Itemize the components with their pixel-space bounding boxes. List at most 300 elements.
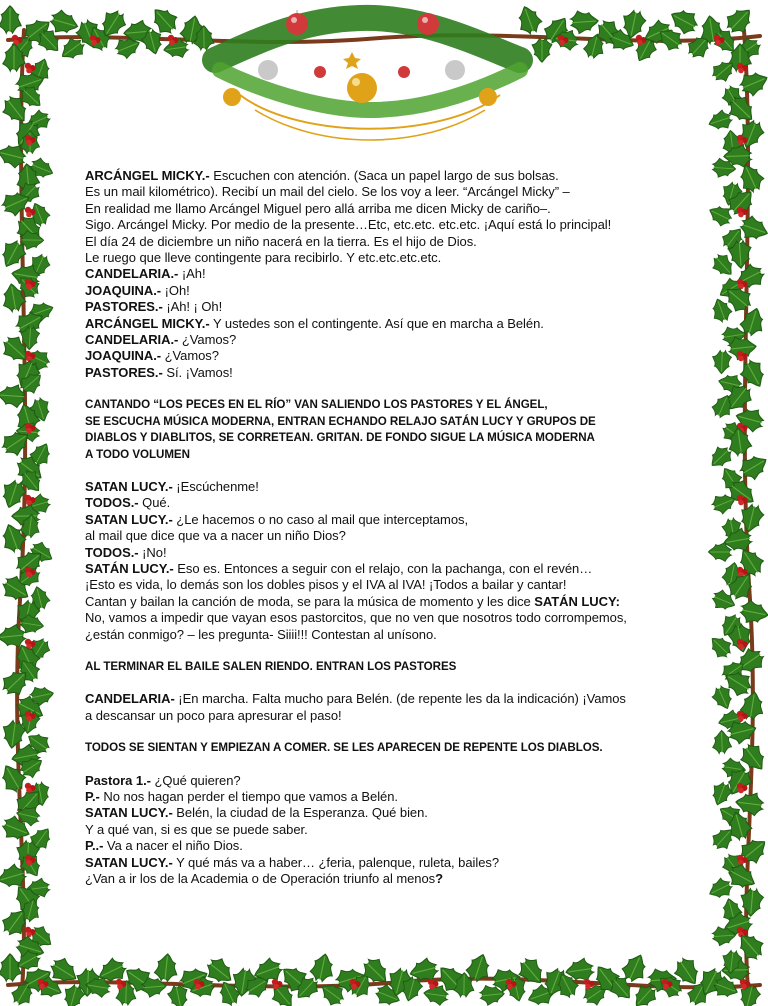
holly-leaf-icon <box>706 875 735 902</box>
holly-leaf-icon <box>728 240 752 269</box>
closing-mark: ? <box>435 871 444 887</box>
holly-leaf-icon <box>35 974 65 1002</box>
holly-leaf-icon <box>739 888 764 917</box>
holly-leaf-icon <box>14 272 44 302</box>
holly-leaf-icon <box>736 740 768 776</box>
holly-berries-icon <box>25 567 36 578</box>
holly-leaf-icon <box>708 780 734 808</box>
holly-berries-icon <box>194 979 205 990</box>
holly-leaf-icon <box>655 971 686 1001</box>
holly-leaf-icon <box>721 949 743 974</box>
holly-leaf-icon <box>727 426 753 456</box>
holly-leaf-icon <box>479 984 505 1006</box>
holly-leaf-icon <box>276 961 312 996</box>
holly-leaf-icon <box>582 32 607 60</box>
holly-leaf-icon <box>13 947 42 975</box>
dialogue-text: Cantan y bailan la canción de moda, se para la música de momento y les dice <box>85 593 535 609</box>
dialogue-line <box>85 479 685 495</box>
holly-leaf-icon <box>26 200 52 228</box>
holly-leaf-icon <box>620 9 648 41</box>
dialogue-line <box>85 773 685 789</box>
holly-leaf-icon <box>373 982 403 1006</box>
holly-leaf-icon <box>13 563 43 592</box>
holly-leaf-icon <box>737 450 768 483</box>
holly-leaf-icon <box>20 326 40 350</box>
holly-berries-icon <box>25 639 36 650</box>
holly-leaf-icon <box>154 953 179 983</box>
holly-leaf-icon <box>540 12 574 47</box>
dialogue-line <box>85 805 685 821</box>
holly-leaf-icon <box>202 954 238 989</box>
holly-leaf-icon <box>722 527 753 554</box>
holly-berries-icon <box>25 423 36 434</box>
holly-leaf-icon <box>739 690 766 721</box>
holly-leaf-icon <box>719 896 743 923</box>
holly-leaf-icon <box>10 743 41 770</box>
holly-leaf-icon <box>8 31 39 62</box>
holly-leaf-icon <box>695 965 728 1000</box>
holly-leaf-icon <box>215 978 243 1006</box>
stage-direction: TODOS SE SIENTAN Y EMPIEZAN A COMER. SE LES APARECEN DE REPENTE LOS DIABLOS. <box>85 741 603 755</box>
holly-leaf-icon <box>733 34 764 64</box>
dialogue-text-line: ¿están conmigo? – les pregunta- Siiii!!! Contestan al unísono. <box>85 626 437 642</box>
holly-leaf-icon <box>717 372 744 396</box>
holly-leaf-icon <box>21 962 56 995</box>
holly-leaf-icon <box>589 960 624 996</box>
holly-leaf-icon <box>721 517 744 543</box>
dialogue-text-line: ¡Esto es vida, lo demás son los dobles pisos y el IVA al IVA! ¡Todos a bailar y cantar! <box>85 577 567 593</box>
holly-leaf-icon <box>28 396 53 424</box>
dialogue-text: ¿Van a ir los de la Academia o de Operación triunfo al menos <box>85 871 436 887</box>
holly-leaf-icon <box>0 478 28 511</box>
dialogue-line <box>85 838 685 854</box>
speaker-name: ARCÁNGEL MICKY.- <box>85 315 210 331</box>
holly-leaf-icon <box>0 521 28 555</box>
holly-leaf-icon <box>347 970 376 1001</box>
holly-berries-icon <box>272 979 283 990</box>
dialogue-line <box>85 512 685 528</box>
holly-leaf-icon <box>732 261 767 294</box>
holly-berries-icon <box>25 783 36 794</box>
holly-leaf-icon <box>19 513 41 538</box>
holly-leaf-icon <box>20 13 56 48</box>
dialogue-line <box>85 332 685 348</box>
dialogue-line <box>85 316 685 332</box>
holly-leaf-icon <box>709 56 739 85</box>
holly-leaf-icon <box>710 490 738 516</box>
christmas-garland-with-ornaments-icon <box>215 10 520 140</box>
holly-leaf-icon <box>166 983 190 1006</box>
holly-leaf-icon <box>358 954 393 989</box>
holly-berries-icon <box>116 979 127 990</box>
dialogue-text-line: Y a qué van, si es que se puede saber. <box>85 821 308 837</box>
holly-leaf-icon <box>717 611 745 641</box>
speaker-name: P..- <box>85 838 104 854</box>
holly-leaf-icon <box>720 666 755 700</box>
speaker-name: TODOS.- <box>85 495 139 511</box>
holly-leaf-icon <box>0 332 34 367</box>
holly-leaf-icon <box>712 926 736 946</box>
holly-leaf-icon <box>25 877 51 899</box>
holly-leaf-icon <box>629 981 660 1006</box>
holly-leaf-icon <box>719 656 749 685</box>
holly-leaf-icon <box>734 544 768 579</box>
dialogue-text-line: El día 24 de diciembre un niño nacerá en la tierra. Es el hijo de Dios. <box>85 233 477 249</box>
speaker-name: Pastora 1.- <box>85 772 151 788</box>
holly-leaf-icon <box>113 33 143 60</box>
holly-leaf-icon <box>433 960 468 995</box>
holly-leaf-icon <box>11 357 42 391</box>
holly-leaf-icon <box>717 463 745 493</box>
dialogue-text-line: No, vamos a impedir que vayan esos pastorcitos, que no ven que nosotros todo corrompemos, <box>85 610 627 626</box>
holly-leaf-icon <box>706 632 736 662</box>
holly-leaf-icon <box>706 443 736 473</box>
holly-leaf-icon <box>27 440 55 469</box>
holly-leaf-icon <box>12 784 47 820</box>
dialogue-text: Eso es. Entonces a seguir con el relajo, con la pachanga, con el revén… <box>173 560 593 576</box>
holly-leaf-icon <box>15 163 40 192</box>
speaker-name: SATAN LUCY.- <box>85 478 173 494</box>
holly-leaf-icon <box>13 693 48 726</box>
holly-leaf-icon <box>726 717 758 745</box>
holly-leaf-icon <box>738 305 768 338</box>
dialogue-line <box>85 545 685 561</box>
holly-leaf-icon <box>721 910 754 940</box>
holly-leaf-icon <box>230 967 257 998</box>
holly-leaf-icon <box>10 116 44 151</box>
dialogue-text: Escuchen con atención. (Saca un papel largo de sus bolsas. <box>209 168 559 183</box>
holly-berries-icon <box>737 783 748 794</box>
stage-direction: CANTANDO “LOS PECES EN EL RÍO” VAN SALIENDO LOS PASTORES Y EL ÁNGEL, <box>85 398 548 412</box>
holly-leaf-icon <box>18 896 42 923</box>
holly-berries-icon <box>584 979 595 990</box>
holly-leaf-icon <box>553 970 582 1001</box>
spacer <box>85 643 685 659</box>
holly-berries-icon <box>737 567 748 578</box>
holly-berries-icon <box>25 855 36 866</box>
holly-leaf-icon <box>737 503 765 535</box>
dialogue-line <box>85 168 685 184</box>
holly-leaf-icon <box>737 357 768 392</box>
holly-leaf-icon <box>721 380 756 416</box>
holly-leaf-icon <box>710 392 737 421</box>
holly-leaf-icon <box>408 956 440 984</box>
holly-berries-icon <box>558 35 569 46</box>
holly-leaf-icon <box>0 282 27 313</box>
holly-leaf-icon <box>251 956 285 987</box>
holly-leaf-icon <box>670 954 704 989</box>
dialogue-text-line: a descansar un poco para apresurar el paso! <box>85 707 342 723</box>
speaker-name: SATAN LUCY.- <box>85 854 173 870</box>
speaker-name: SATÁN LUCY.- <box>85 560 174 576</box>
holly-leaf-icon <box>525 982 555 1006</box>
holly-leaf-icon <box>0 760 29 795</box>
holly-leaf-icon <box>15 804 42 828</box>
dialogue-text: Belén, la ciudad de la Esperanza. Qué bien. <box>172 805 428 821</box>
speaker-name: SATAN LUCY.- <box>85 511 173 527</box>
holly-leaf-icon <box>710 26 741 57</box>
holly-leaf-icon <box>724 568 758 603</box>
holly-leaf-icon <box>14 655 43 685</box>
holly-leaf-icon <box>46 954 81 988</box>
dialogue-text: Qué. <box>138 495 171 511</box>
holly-leaf-icon <box>721 325 747 347</box>
holly-leaf-icon <box>706 202 735 229</box>
dialogue-text: No nos hagan perder el tiempo que vamos a Belén. <box>99 789 398 804</box>
holly-leaf-icon <box>18 709 41 735</box>
holly-leaf-icon <box>733 928 768 964</box>
dialogue-text: Va a nacer el niño Dios. <box>103 838 243 854</box>
holly-leaf-icon <box>3 44 26 72</box>
holly-leaf-icon <box>735 161 767 195</box>
holly-leaf-icon <box>710 684 737 713</box>
holly-leaf-icon <box>721 958 749 981</box>
holly-leaf-icon <box>580 979 611 1006</box>
holly-leaf-icon <box>709 824 739 854</box>
holly-leaf-icon <box>607 27 637 54</box>
holly-leaf-icon <box>727 623 755 655</box>
holly-leaf-icon <box>491 966 522 993</box>
holly-leaf-icon <box>120 961 155 995</box>
dialogue-text: Y ustedes son el contingente. Así que en marcha a Belén. <box>209 315 544 331</box>
holly-leaf-icon <box>725 861 760 894</box>
holly-leaf-icon <box>57 34 88 64</box>
holly-leaf-icon <box>16 421 41 442</box>
holly-leaf-icon <box>19 613 45 635</box>
dialogue-text: ¡Escúchenme! <box>172 478 259 494</box>
holly-leaf-icon <box>0 92 33 128</box>
speaker-name: PASTORES.- <box>85 299 163 315</box>
dialogue-text: ¡Ah! ¡ Oh! <box>162 299 223 315</box>
spacer <box>85 675 685 691</box>
holly-leaf-icon <box>606 973 637 1004</box>
holly-leaf-icon <box>504 975 529 1003</box>
dialogue-line <box>85 365 685 381</box>
dialogue-line <box>85 871 685 887</box>
holly-leaf-icon <box>10 262 41 289</box>
holly-leaf-icon <box>399 975 424 1004</box>
holly-leaf-icon <box>84 23 113 54</box>
dialogue-text-line: En realidad me llamo Arcángel Miguel pero allá arriba me dicen Micky de cariño–. <box>85 200 551 216</box>
dialogue-text: ¡Oh! <box>161 282 190 298</box>
holly-berries-icon <box>12 35 23 46</box>
holly-leaf-icon <box>631 35 660 66</box>
holly-leaf-icon <box>710 588 738 614</box>
holly-leaf-icon <box>719 180 743 207</box>
dialogue-text: ¿Le hacemos o no caso al mail que interceptamos, <box>172 511 469 527</box>
holly-berries-icon <box>740 979 751 990</box>
holly-leaf-icon <box>648 967 677 992</box>
holly-leaf-icon <box>708 543 731 562</box>
holly-leaf-icon <box>724 476 759 510</box>
holly-leaf-icon <box>28 298 56 324</box>
spacer <box>85 724 685 740</box>
holly-leaf-icon <box>187 974 216 1001</box>
holly-leaf-icon <box>0 384 26 408</box>
holly-berries-icon <box>737 855 748 866</box>
holly-leaf-icon <box>464 951 494 984</box>
holly-leaf-icon <box>14 179 44 209</box>
holly-leaf-icon <box>12 545 48 580</box>
holly-leaf-icon <box>724 92 759 127</box>
holly-leaf-icon <box>570 10 599 34</box>
holly-leaf-icon <box>26 252 53 281</box>
holly-leaf-icon <box>719 223 748 253</box>
holly-leaf-icon <box>712 730 732 754</box>
holly-leaf-icon <box>24 108 53 135</box>
holly-leaf-icon <box>48 8 81 37</box>
dialogue-text: ¡Ah! <box>178 266 206 282</box>
stage-direction: AL TERMINAR EL BAILE SALEN RIENDO. ENTRAN LOS PASTORES <box>85 659 457 673</box>
holly-leaf-icon <box>14 68 47 98</box>
holly-berries-icon <box>737 927 748 938</box>
holly-leaf-icon <box>140 28 165 57</box>
holly-leaf-icon <box>720 281 756 316</box>
speaker-name: SATAN LUCY.- <box>85 805 173 821</box>
holly-leaf-icon <box>717 709 744 733</box>
holly-leaf-icon <box>0 237 29 272</box>
holly-leaf-icon <box>12 212 47 247</box>
holly-leaf-icon <box>719 419 749 448</box>
holly-leaf-icon <box>20 230 43 249</box>
holly-leaf-icon <box>24 492 51 517</box>
holly-leaf-icon <box>84 975 111 998</box>
holly-leaf-icon <box>13 599 41 631</box>
holly-leaf-icon <box>733 405 765 434</box>
holly-leaf-icon <box>0 624 26 649</box>
holly-berries-icon <box>737 639 748 650</box>
holly-leaf-icon <box>722 765 755 800</box>
holly-leaf-icon <box>23 729 53 758</box>
dialogue-text: Y qué más va a haber… ¿feria, palenque, ruleta, bailes? <box>172 854 500 870</box>
holly-leaf-icon <box>27 539 56 567</box>
holly-leaf-icon <box>736 833 768 868</box>
dialogue-line <box>85 691 685 707</box>
holly-berries-icon <box>428 979 439 990</box>
holly-leaf-icon <box>194 26 214 51</box>
holly-berries-icon <box>737 63 748 74</box>
holly-berries-icon <box>714 35 725 46</box>
holly-leaf-icon <box>0 141 28 169</box>
holly-leaf-icon <box>721 129 743 154</box>
holly-leaf-icon <box>12 452 48 487</box>
holly-leaf-icon <box>96 6 130 41</box>
holly-berries-icon <box>737 135 748 146</box>
holly-leaf-icon <box>179 14 206 45</box>
speaker-name: JOAQUINA.- <box>85 348 162 364</box>
holly-leaf-icon <box>8 978 37 1006</box>
holly-leaf-icon <box>14 934 47 964</box>
holly-leaf-icon <box>715 801 745 829</box>
holly-leaf-icon <box>728 335 758 360</box>
dialogue-text: ¿Qué quieren? <box>150 772 241 788</box>
holly-leaf-icon <box>141 976 167 998</box>
holly-leaf-icon <box>592 16 627 52</box>
spacer <box>85 463 685 479</box>
holly-leaf-icon <box>514 954 549 990</box>
holly-berries-icon <box>25 135 36 146</box>
holly-berries-icon <box>737 207 748 218</box>
holly-berries-icon <box>737 351 748 362</box>
speaker-name: TODOS.- <box>85 544 139 560</box>
dialogue-text: ¿Vamos? <box>178 332 237 348</box>
holly-leaf-icon <box>735 791 765 817</box>
holly-leaf-icon <box>29 781 52 807</box>
holly-leaf-icon <box>385 966 414 998</box>
dialogue-text-line: Le ruego que lleve contingente para recibirlo. Y etc.etc.etc.etc. <box>85 250 442 266</box>
holly-leaf-icon <box>20 130 39 153</box>
holly-leaf-icon <box>147 2 182 37</box>
stage-direction: DIABLOS Y DIABLITOS, SE CORRETEAN. GRITAN. DE FONDO SIGUE LA MÚSICA MODERNA <box>85 431 595 445</box>
holly-leaf-icon <box>29 684 56 707</box>
holly-leaf-icon <box>514 3 545 37</box>
speaker-name: ARCÁNGEL MICKY.- <box>85 168 210 183</box>
dialogue-line <box>85 283 685 299</box>
holly-leaf-icon <box>9 880 43 915</box>
holly-leaf-icon <box>739 599 768 626</box>
holly-leaf-icon <box>17 83 47 113</box>
dialogue-text: Sí. ¡Vamos! <box>162 364 233 380</box>
holly-leaf-icon <box>0 954 21 982</box>
holly-berries-icon <box>25 63 36 74</box>
holly-berries-icon <box>25 351 36 362</box>
holly-leaf-icon <box>0 187 33 219</box>
holly-leaf-icon <box>309 952 337 984</box>
holly-berries-icon <box>25 495 36 506</box>
holly-leaf-icon <box>619 951 651 985</box>
holly-leaf-icon <box>706 108 734 133</box>
holly-leaf-icon <box>712 158 736 178</box>
dialogue-line <box>85 299 685 315</box>
holly-leaf-icon <box>242 971 273 1001</box>
holly-leaf-icon <box>27 923 57 952</box>
holly-leaf-icon <box>723 144 751 167</box>
holly-leaf-icon <box>13 401 42 433</box>
holly-leaf-icon <box>708 296 734 324</box>
holly-leaf-icon <box>0 862 28 891</box>
holly-leaf-icon <box>34 26 65 57</box>
holly-leaf-icon <box>722 2 757 37</box>
holly-berries-icon <box>168 35 179 46</box>
holly-leaf-icon <box>685 978 714 1006</box>
holly-leaf-icon <box>16 840 40 869</box>
holly-leaf-icon <box>177 963 211 994</box>
holly-leaf-icon <box>12 505 40 528</box>
holly-leaf-icon <box>715 275 745 303</box>
holly-leaf-icon <box>334 964 367 994</box>
holly-leaf-icon <box>0 813 33 844</box>
holly-leaf-icon <box>17 851 45 881</box>
holly-leaf-icon <box>641 17 675 49</box>
holly-berries-icon <box>636 35 647 46</box>
holly-leaf-icon <box>11 641 43 675</box>
holly-berries-icon <box>737 495 748 506</box>
holly-berries-icon <box>90 35 101 46</box>
dialogue-text: ¡No! <box>138 544 167 560</box>
dialogue-text: ¿Vamos? <box>161 348 219 364</box>
speaker-name: CANDELARIA.- <box>85 332 179 348</box>
holly-leaf-icon <box>116 980 137 1005</box>
holly-leaf-icon <box>564 957 594 983</box>
holly-leaf-icon <box>721 561 744 587</box>
holly-leaf-icon <box>736 117 767 151</box>
holly-leaf-icon <box>698 14 725 45</box>
dialogue-text: ¡En marcha. Falta mucho para Belén. (de repente les da la indicación) ¡Vamos <box>174 691 626 707</box>
holly-leaf-icon <box>532 38 552 62</box>
holly-leaf-icon <box>719 851 748 881</box>
holly-leaf-icon <box>1 719 27 749</box>
speaker-name: PASTORES.- <box>85 364 163 380</box>
